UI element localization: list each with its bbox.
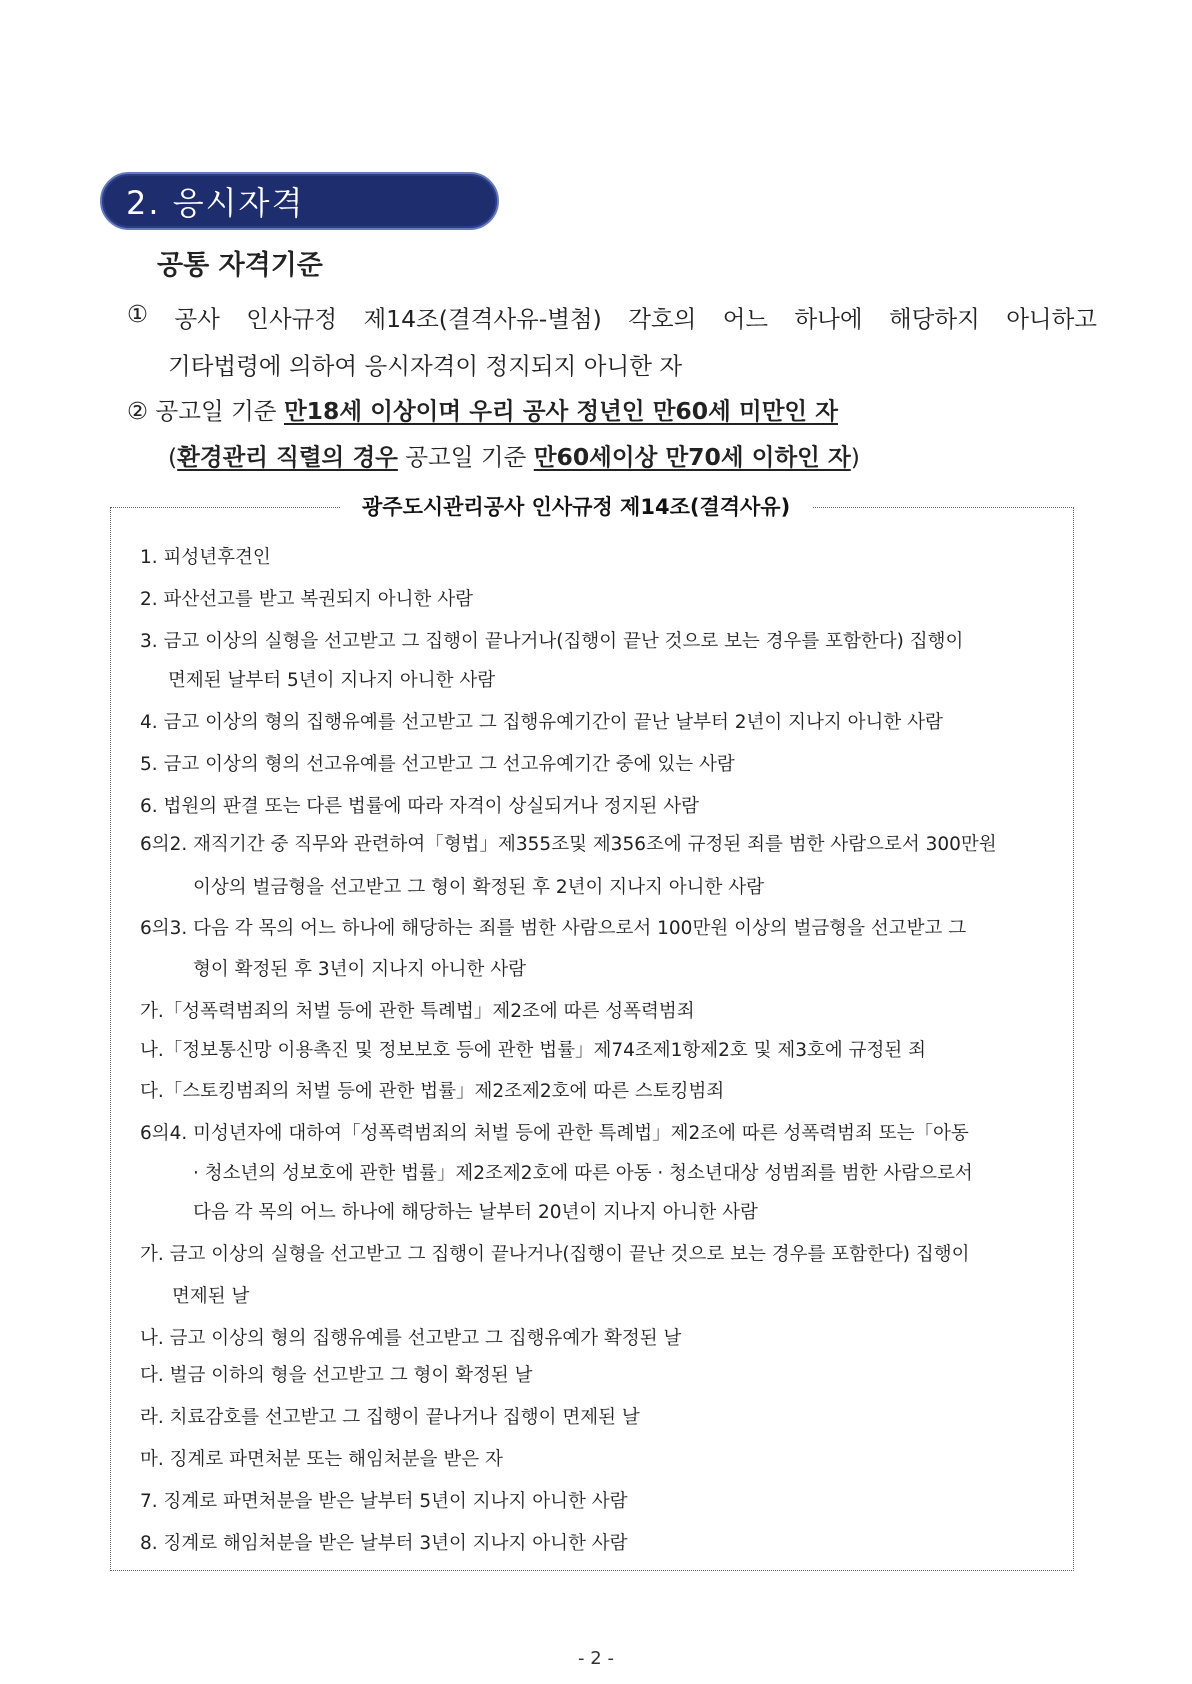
page-number: - 2 - [578,1648,614,1669]
criteria-1-word: ① [127,300,149,328]
criteria-1-word: 공사 [174,305,220,333]
regulation-line: 가. 금고 이상의 실형을 선고받고 그 집행이 끝나거나(집행이 끝난 것으로 보는 경우를 포함한다) 집행이 [140,1244,970,1265]
subtitle: 공통 자격기준 [157,250,323,281]
criteria-3 [168,438,860,472]
criteria-1-word: 제14조(결격사유-별첨) [363,305,602,333]
regulation-line: 4. 금고 이상의 형의 집행유예를 선고받고 그 집행유예기간이 끝난 날부터 2년이 지나지 아니한 사람 [140,712,943,733]
regulation-line: 라. 치료감호를 선고받고 그 집행이 끝나거나 집행이 면제된 날 [140,1407,640,1428]
criteria-2 [127,392,838,426]
regulation-line: 3. 금고 이상의 실형을 선고받고 그 집행이 끝나거나(집행이 끝난 것으로 보는 경우를 포함한다) 집행이 [140,631,964,652]
regulation-line: 다.「스토킹범죄의 처벌 등에 관한 법률」제2조제2호에 따른 스토킹범죄 [140,1081,725,1102]
criteria-1-word: 하나에 [794,305,863,333]
regulation-line: 형이 확정된 후 3년이 지나지 아니한 사람 [193,959,526,980]
criteria-3-close: ) [850,443,860,471]
regulation-line: 이상의 벌금형을 선고받고 그 형이 확정된 후 2년이 지나지 아니한 사람 [193,877,764,898]
criteria-2-prefix: ② 공고일 기준 [127,397,284,425]
regulation-line: 6의4. 미성년자에 대하여「성폭력범죄의 처벌 등에 관한 특례법」제2조에 따른 성폭력범죄 또는「아동 [140,1123,969,1144]
criteria-1-word: 해당하지 [888,305,980,333]
regulation-line: 다음 각 목의 어느 하나에 해당하는 날부터 20년이 지나지 아니한 사람 [193,1202,758,1223]
section-header [100,172,499,230]
regulation-line: 6의3. 다음 각 목의 어느 하나에 해당하는 죄를 범한 사람으로서 100만원 이상의 벌금형을 선고받고 그 [140,918,967,939]
regulation-line: 가.「성폭력범죄의 처벌 등에 관한 특례법」제2조에 따른 성폭력범죄 [140,1001,695,1022]
section-title: 2. 응시자격 [126,184,305,222]
regulation-line: 면제된 날부터 5년이 지나지 아니한 사람 [168,670,496,691]
regulation-line: 2. 파산선고를 받고 복권되지 아니한 사람 [140,589,473,610]
regulation-line: · 청소년의 성보호에 관한 법률」제2조제2호에 따른 아동 · 청소년대상 성범죄를 범한 사람으로서 [193,1163,973,1184]
regulation-line: 6. 법원의 판결 또는 다른 법률에 따라 자격이 상실되거나 정지된 사람 [140,796,699,817]
regulation-line: 나. 금고 이상의 형의 집행유예를 선고받고 그 집행유예가 확정된 날 [140,1328,682,1349]
regulation-title: 광주도시관리공사 인사규정 제14조(결격사유) [340,491,812,521]
criteria-1-line2: 기타법령에 의하여 응시자격이 정지되지 아니한 자 [168,352,683,380]
regulation-line: 나.「정보통신망 이용촉진 및 정보보호 등에 관한 법률」제74조제1항제2호 및 제3호에 규정된 죄 [140,1040,927,1061]
criteria-1-word: 어느 [722,305,769,333]
regulation-line: 8. 징계로 해임처분을 받은 날부터 3년이 지나지 아니한 사람 [140,1533,628,1554]
regulation-line: 면제된 날 [172,1286,250,1307]
criteria-1-line1 [127,300,1097,334]
criteria-1-word: 인사규정 [246,305,338,333]
criteria-3-underline-1: 환경관리 직렬의 경우 [177,443,398,471]
regulation-line: 6의2. 재직기간 중 직무와 관련하여「형법」제355조및 제356조에 규정된 죄를 범한 사람으로서 300만원 [140,834,997,855]
regulation-line: 1. 피성년후견인 [140,547,271,568]
regulation-line: 다. 벌금 이하의 형을 선고받고 그 형이 확정된 날 [140,1365,533,1386]
regulation-line: 마. 징계로 파면처분 또는 해임처분을 받은 자 [140,1449,503,1470]
criteria-3-open: ( [168,443,178,471]
criteria-1-word: 아니하고 [1006,305,1097,333]
criteria-1-word: 각호의 [628,305,697,333]
criteria-3-mid: 공고일 기준 [397,443,534,471]
criteria-3-underline-2: 만60세이상 만70세 이하인 자 [533,443,851,471]
regulation-line: 7. 징계로 파면처분을 받은 날부터 5년이 지나지 아니한 사람 [140,1491,628,1512]
regulation-line: 5. 금고 이상의 형의 선고유예를 선고받고 그 선고유예기간 중에 있는 사람 [140,754,735,775]
criteria-2-underline: 만18세 이상이며 우리 공사 정년인 만60세 미만인 자 [283,397,838,425]
